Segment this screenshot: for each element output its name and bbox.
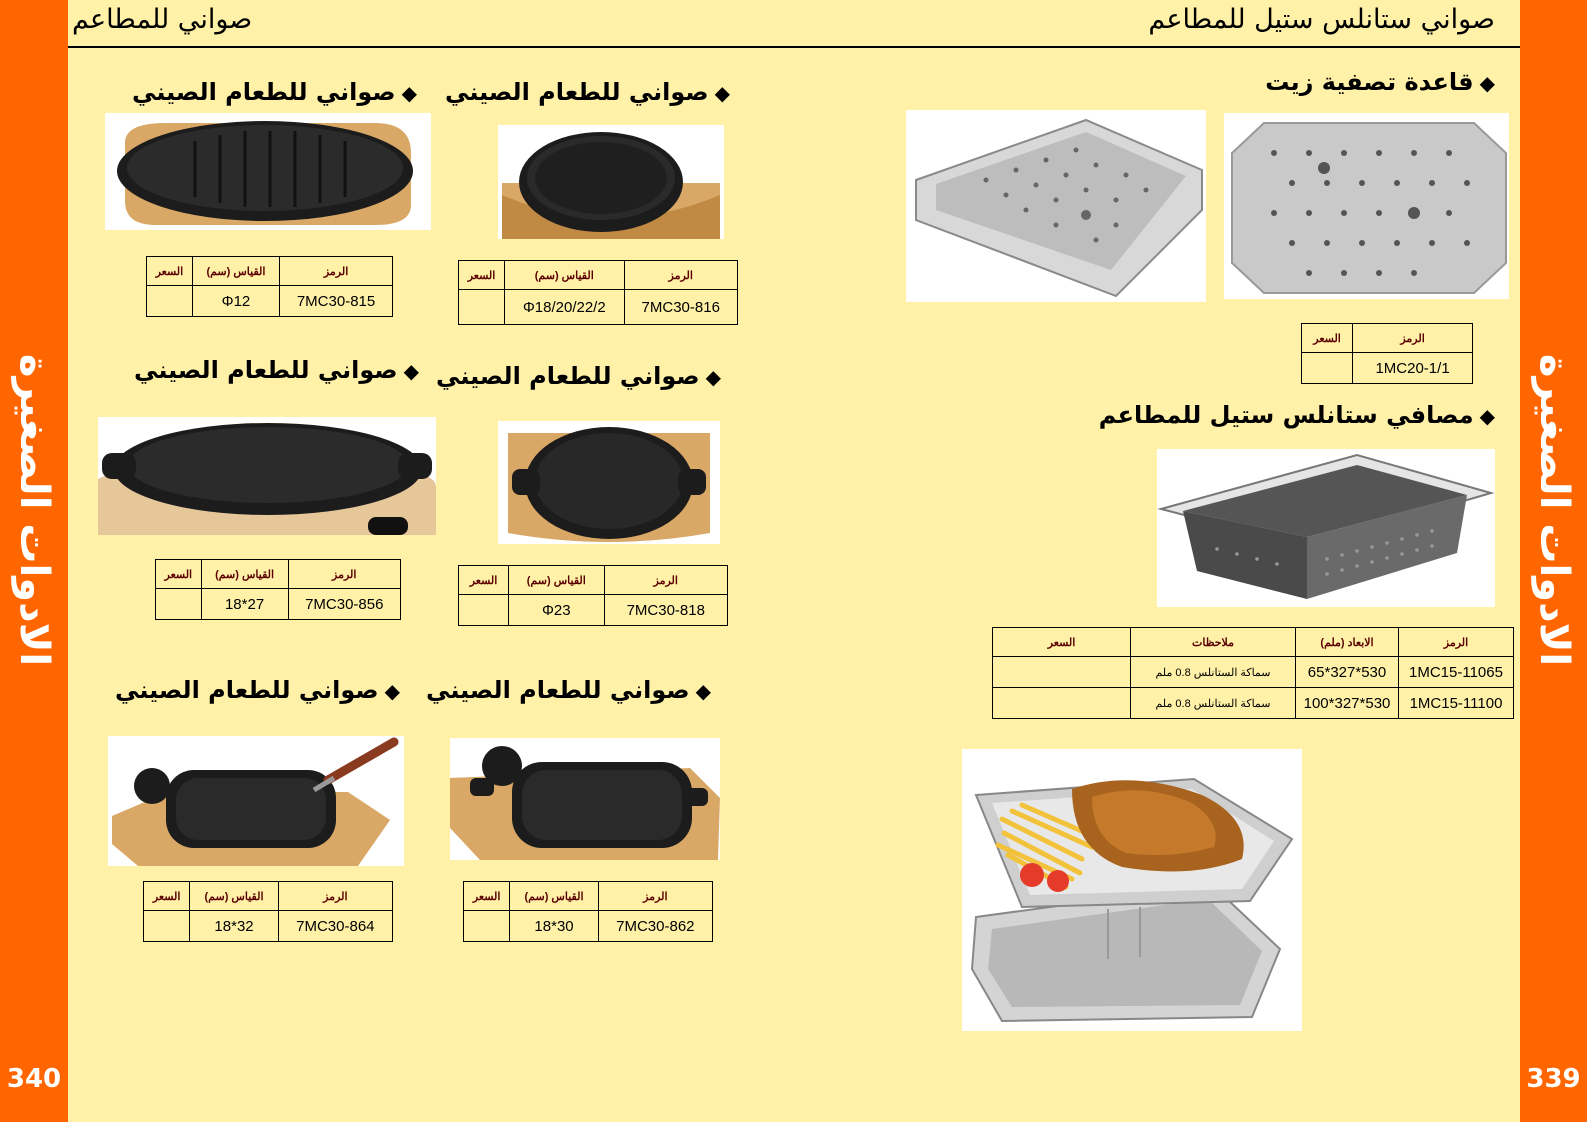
section-title: ◆صواني للطعام الصيني bbox=[115, 676, 400, 704]
product-table: الرمز القياس (سم) السعر 7MC30-818 Φ23 bbox=[458, 565, 728, 626]
section-title: ◆صواني للطعام الصيني bbox=[132, 78, 417, 106]
perforated-plate-photo bbox=[1224, 113, 1509, 299]
diamond-icon: ◆ bbox=[401, 81, 417, 105]
diamond-icon: ◆ bbox=[705, 365, 721, 389]
strainers-title: ◆مصافي ستانلس ستيل للمطاعم bbox=[1098, 401, 1495, 429]
left-side-bar bbox=[0, 0, 68, 1122]
drain-tray-photo bbox=[906, 110, 1206, 302]
oil-base-title: ◆قاعدة تصفية زيت bbox=[1265, 68, 1495, 96]
oil-base-table: الرمز السعر 1MC20-1/1 bbox=[1301, 323, 1473, 384]
strainers-table: الرمز الابعاد (ملم) ملاحظات السعر 1MC15-11065 530*327*65 سماكة الستانلس 0.8 ملم 1MC15-11100 530*327*100 سماكة الستانلس 0.8 ملم bbox=[992, 627, 1514, 719]
product-table: الرمز القياس (سم) السعر 7MC30-856 27*18 bbox=[155, 559, 401, 620]
diamond-icon: ◆ bbox=[695, 679, 711, 703]
cow-skillet-photo bbox=[450, 738, 720, 860]
diamond-icon: ◆ bbox=[714, 81, 730, 105]
oval-skillet-photo bbox=[105, 113, 431, 230]
product-table: الرمز القياس (سم) السعر 7MC30-815 Φ12 bbox=[146, 256, 393, 317]
round-skillet-photo bbox=[498, 125, 724, 239]
diamond-icon: ◆ bbox=[1479, 71, 1495, 95]
left-page-header: صواني للمطاعم bbox=[72, 4, 253, 35]
product-table: الرمز القياس (سم) السعر 7MC30-816 Φ18/20/22/2 bbox=[458, 260, 738, 325]
product-table: الرمز القياس (سم) السعر 7MC30-864 32*18 bbox=[143, 881, 393, 942]
left-side-title: الادوات الصغيرة bbox=[11, 353, 57, 667]
product-table: الرمز القياس (سم) السعر 7MC30-862 30*18 bbox=[463, 881, 713, 942]
right-side-bar bbox=[1520, 0, 1587, 1122]
fry-basket-photo bbox=[962, 749, 1302, 1031]
right-page-number: 339 bbox=[1526, 1064, 1581, 1094]
diamond-icon: ◆ bbox=[384, 679, 400, 703]
cow-skillet-handle-photo bbox=[108, 736, 404, 866]
section-title: ◆صواني للطعام الصيني bbox=[426, 676, 711, 704]
left-page-number: 340 bbox=[6, 1064, 62, 1094]
right-side-title: الادوات الصغيرة bbox=[1530, 353, 1577, 667]
section-title: ◆صواني للطعام الصيني bbox=[445, 78, 730, 106]
section-title: ◆صواني للطعام الصيني bbox=[134, 356, 419, 384]
right-page-header: صواني ستانلس ستيل للمطاعم bbox=[1148, 4, 1495, 35]
section-title: ◆صواني للطعام الصيني bbox=[436, 362, 721, 390]
oval-handled-skillet-photo bbox=[98, 417, 436, 535]
perforated-pan-photo bbox=[1157, 449, 1495, 607]
header-rule bbox=[68, 46, 1520, 48]
diamond-icon: ◆ bbox=[403, 359, 419, 383]
round-handled-skillet-photo bbox=[498, 421, 720, 544]
diamond-icon: ◆ bbox=[1479, 404, 1495, 428]
